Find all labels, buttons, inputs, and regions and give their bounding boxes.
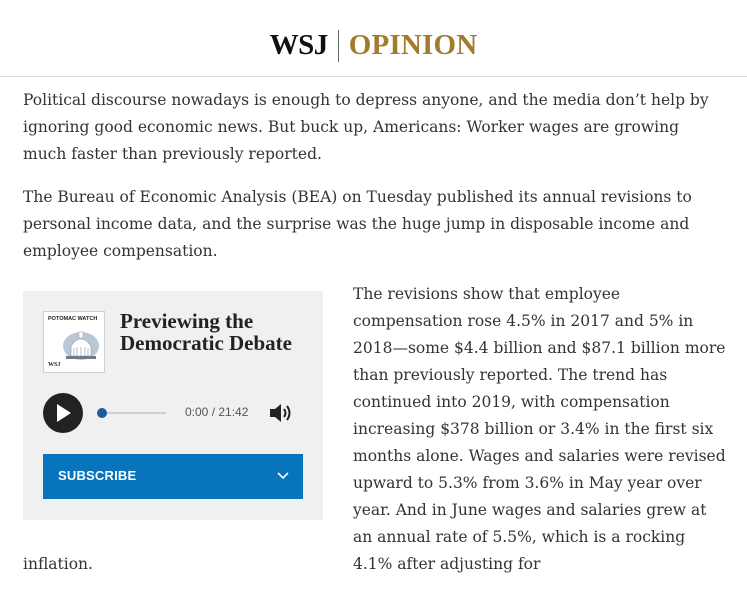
logo-divider [338, 30, 339, 62]
chevron-down-icon [277, 472, 289, 480]
subscribe-label: SUBSCRIBE [58, 468, 137, 483]
podcast-title[interactable]: Previewing the Democratic Debate [120, 309, 292, 355]
brand-wordmark: WSJ [269, 29, 328, 61]
site-header [0, 0, 747, 77]
audio-player [43, 392, 303, 434]
podcast-player-card [23, 291, 323, 520]
play-icon [57, 404, 71, 422]
volume-button[interactable] [269, 402, 293, 428]
thumbnail-title: POTOMAC WATCH [48, 316, 98, 322]
article-paragraph: inflation. [23, 555, 93, 573]
section-wordmark: OPINION [348, 29, 478, 61]
volume-icon [269, 402, 293, 424]
progress-handle[interactable] [97, 408, 107, 418]
progress-track[interactable] [98, 412, 166, 414]
subscribe-button[interactable] [43, 454, 303, 499]
thumbnail-brand: WSJ [48, 362, 61, 368]
wsj-opinion-logo[interactable] [0, 29, 747, 62]
article-paragraph: The Bureau of Economic Analysis (BEA) on Tuesday published its annual revisions to personal income data, and the surprise was the huge jump in disposable income and employee compensation. [23, 188, 692, 260]
article-paragraph: Political discourse nowadays is enough to depress anyone, and the media don’t help by ignoring good economic news. But buck up, Americans: Worker wages are growing much faster than previously reported. [23, 91, 709, 163]
article-paragraph: The revisions show that employee compensation rose 4.5% in 2017 and 5% in 2018—some $4.4 billion and $87.1 billion more than previously reported. The trend has continued into 2019, with compensation increasing $378 billion or 3.4% in the first six months alone. Wages and salaries were revised upward to 5.3% from 3.6% in May year over year. And in June wages and salaries grew at an annual rate of 5.5%, which is a rocking 4.1% after adjusting for [353, 285, 726, 573]
play-button[interactable] [43, 393, 83, 433]
playback-time: 0:00 / 21:42 [185, 405, 249, 419]
capitol-icon [62, 326, 100, 360]
podcast-thumbnail[interactable] [43, 311, 105, 373]
